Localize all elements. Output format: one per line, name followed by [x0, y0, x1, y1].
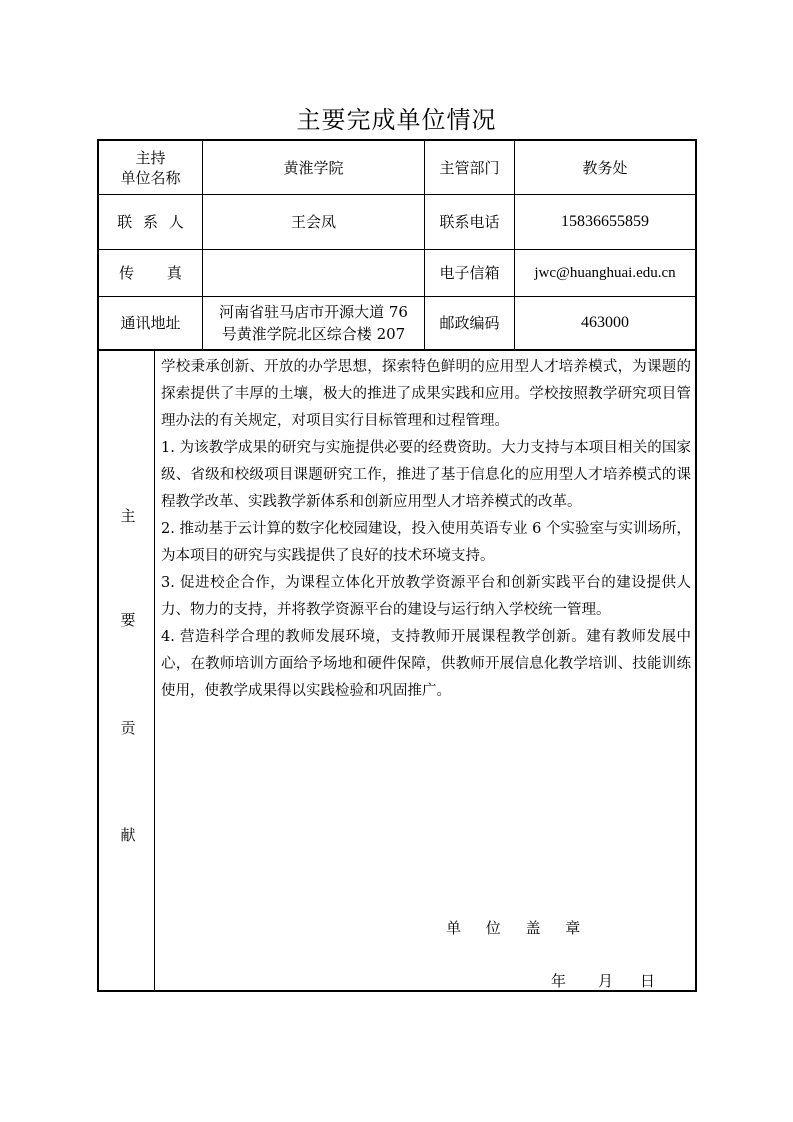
col-divider — [154, 350, 155, 992]
postcode-value: 463000 — [581, 314, 629, 331]
unit-name-label — [99, 141, 202, 194]
contribution-paragraph: 4. 营造科学合理的教师发展环境，支持教师开展课程教学创新。建有教师发展中心，在教师培训方面给予场地和硬件保障，供教师开展信息化教学培训、技能训练使用，使教学成果得以实践检验和巩固推广。 — [161, 629, 691, 699]
contribution-text — [161, 354, 691, 705]
contact-value: 王会凤 — [290, 213, 336, 231]
contribution-paragraph: 2. 推动基于云计算的数字化校园建设，投入使用英语专业 6 个实验室与实训场所，为本项目的研究与实践提供了良好的技术环境支持。 — [161, 521, 691, 564]
date-month: 月 — [598, 972, 614, 990]
address-line2: 号黄淮学院北区综合楼 207 — [221, 325, 406, 343]
contribution-paragraph: 1. 为该教学成果的研究与实施提供必要的经费资助。大力支持与本项目相关的国家级、省级和校级项目课题研究工作，推进了基于信息化的应用型人才培养模式的课程教学改革、实践教学新体系和创新应用型人才培养模式的改革。 — [161, 440, 691, 510]
unit-name-label-line1: 主持 — [135, 148, 166, 167]
contribution-side-label-char: 贡 — [120, 719, 136, 737]
dept-label: 主管部门 — [439, 158, 500, 177]
address-line1: 河南省驻马店市开源大道 76 — [219, 303, 408, 321]
dept-value: 教务处 — [582, 158, 628, 177]
address-label: 通讯地址 — [120, 314, 181, 332]
contact-label: 联 系 人 — [117, 213, 184, 231]
date-day: 日 — [640, 972, 656, 990]
unit-seal-label: 单 位 盖 章 — [446, 919, 587, 937]
fax-value — [203, 250, 424, 296]
unit-name-label-line2: 单位名称 — [120, 168, 181, 187]
postcode-label: 邮政编码 — [439, 314, 500, 332]
unit-name-value: 黄淮学院 — [283, 158, 344, 177]
contribution-side-label-char: 要 — [120, 611, 136, 629]
contribution-side-label-char: 献 — [120, 826, 136, 844]
fax-label: 传 真 — [119, 264, 182, 282]
phone-value: 15836655859 — [561, 213, 649, 230]
contribution-paragraph: 学校秉承创新、开放的办学思想，探索特色鲜明的应用型人才培养模式，为课题的探索提供了丰厚的土壤，极大的推进了成果实践和应用。学校按照教学研究项目管理办法的有关规定，对项目实行目标管理和过程管理。 — [161, 359, 691, 429]
contribution-side-label-char: 主 — [120, 507, 136, 525]
email-value: jwc@huanghuai.edu.cn — [534, 265, 676, 281]
address-value — [203, 297, 424, 349]
page-title: 主要完成单位情况 — [296, 106, 497, 134]
email-label: 电子信箱 — [439, 264, 500, 282]
date-year: 年 — [551, 972, 567, 990]
phone-label: 联系电话 — [439, 213, 500, 231]
row-divider — [97, 349, 697, 351]
contribution-paragraph: 3. 促进校企合作，为课程立体化开放教学资源平台和创新实践平台的建设提供人力、物力的支持，并将教学资源平台的建设与运行纳入学校统一管理。 — [161, 575, 691, 618]
